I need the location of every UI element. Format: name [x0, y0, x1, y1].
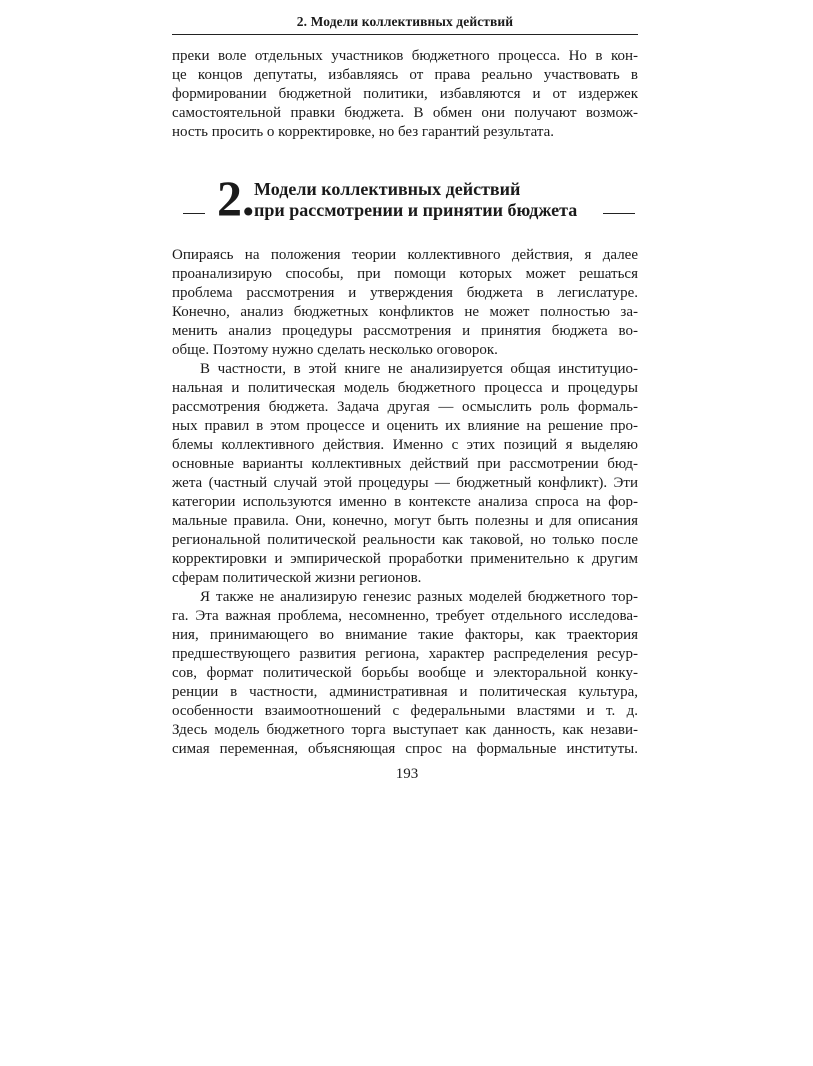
text-line: основные варианты коллективных действий при рассмотрении бюд-	[172, 456, 638, 472]
text-line: менить анализ процедуры рассмотрения и принятия бюджета во-	[172, 323, 638, 339]
text-line: самостоятельной правки бюджета. В обмен они получают возмож-	[172, 105, 638, 121]
text-line: сов, формат политической борьбы вообще и электоральной конку-	[172, 665, 638, 681]
heading-dash-left	[183, 213, 205, 214]
text-line: предшествующего развития региона, характер распределения ресур-	[172, 646, 638, 662]
text-line: В частности, в этой книге не анализируется общая институцио-	[200, 361, 638, 377]
text-line: ния, принимающего во внимание такие факторы, как траектория	[172, 627, 638, 643]
page-number: 193	[395, 766, 419, 782]
text-line: Опираясь на положения теории коллективного действия, я далее	[172, 247, 638, 263]
text-line: Я также не анализирую генезис разных моделей бюджетного тор-	[200, 589, 638, 605]
text-line: рассмотрения бюджета. Задача другая — осмыслить роль формаль-	[172, 399, 638, 415]
section-title-line-2: при рассмотрении и принятии бюджета	[254, 200, 578, 220]
text-line: обще. Поэтому нужно сделать несколько оговорок.	[172, 342, 498, 358]
text-line: преки воле отдельных участников бюджетного процесса. Но в кон-	[172, 48, 638, 64]
section-number: 2.	[217, 170, 255, 226]
section-title-line-1: Модели коллективных действий	[254, 179, 521, 199]
text-line: симая переменная, объясняющая спрос на формальные институты.	[172, 741, 638, 757]
text-line: блемы коллективного действия. Именно с этих позиций я выделяю	[172, 437, 638, 453]
text-line: особенности взаимоотношений с федеральными властями и т. д.	[172, 703, 638, 719]
running-head: 2. Модели коллективных действий	[296, 14, 514, 29]
text-line: ренции в частности, административная и политическая культура,	[172, 684, 638, 700]
text-line: категории используются именно в контексте анализа спроса на фор-	[172, 494, 638, 510]
text-line: га. Эта важная проблема, несомненно, требует отдельного исследова-	[172, 608, 638, 624]
text-line: Конечно, анализ бюджетных конфликтов не может полностью за-	[172, 304, 638, 320]
text-line: мальные правила. Они, конечно, могут быть полезны и для описания	[172, 513, 638, 529]
text-line: сферам политической жизни регионов.	[172, 570, 422, 586]
heading-dash-right	[603, 213, 635, 214]
text-line: проблема рассмотрения и утверждения бюджета в легислатуре.	[172, 285, 638, 301]
text-line: ность просить о корректировке, но без гарантий результата.	[172, 124, 554, 140]
text-line: корректировки и эмпирической проработки применительно к другим	[172, 551, 638, 567]
text-line: ных правил в этом процессе и оценить их влияние на решение про-	[172, 418, 638, 434]
text-line: региональной политической реальности как таковой, но только после	[172, 532, 638, 548]
text-line: Здесь модель бюджетного торга выступает как данность, как незави-	[172, 722, 638, 738]
text-line: це концов депутаты, избавляясь от права реально участвовать в	[172, 67, 638, 83]
text-line: формировании бюджетной политики, избавляются и от издержек	[172, 86, 638, 102]
text-line: проанализирую способы, при помощи которых может решаться	[172, 266, 638, 282]
text-line: нальная и политическая модель бюджетного процесса и процедуры	[172, 380, 638, 396]
text-line: жета (частный случай этой процедуры — бюджетный конфликт). Эти	[172, 475, 638, 491]
header-rule	[172, 34, 638, 35]
